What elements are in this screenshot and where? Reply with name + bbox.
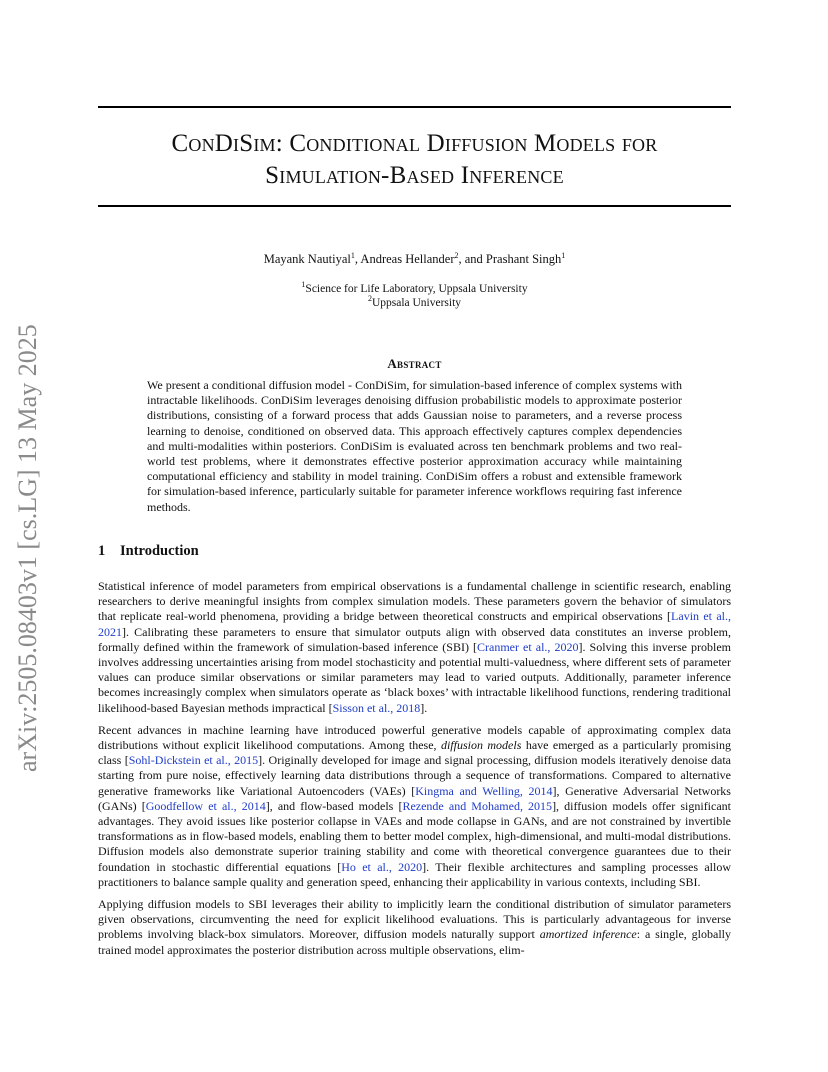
affiliation-2 <box>98 296 731 310</box>
citation-link[interactable]: Cranmer et al., 2020 <box>477 639 579 654</box>
affiliation-1 <box>98 282 731 296</box>
text-run: have emerged as a particularly promising class [ <box>98 738 731 768</box>
arxiv-stamp: arXiv:2505.08403v1 [cs.LG] 13 May 2025 <box>13 324 42 772</box>
author-3-affil: 1 <box>561 250 566 260</box>
emphasis: amortized inference <box>539 927 637 942</box>
citation-link[interactable]: Goodfellow et al., 2014 <box>145 798 266 813</box>
author-list <box>98 252 731 267</box>
text-run: Applying diffusion models to SBI leverages their ability to implicitly learn the conditional distribution of simulator parameters given observations, circumventing the need for explicit likelihood evaluations. This is particularly advantageous for inverse problems involving black-box simulators. Moreover, diffusion models naturally support <box>98 897 731 942</box>
abstract-heading: Abstract <box>387 356 442 371</box>
citation-link[interactable]: Kingma and Welling, 2014 <box>415 783 553 798</box>
text-run: ]. Calibrating these parameters to ensure that simulator outputs align with observed data constitutes an inverse problem, formally defined within the framework of simulation-based inference (SBI) [ <box>98 624 731 654</box>
affiliation-2-marker: 2 <box>367 294 372 304</box>
author-1-affil: 1 <box>350 250 355 260</box>
section-heading-introduction <box>98 543 199 560</box>
affiliation-2-text: Uppsala University <box>371 297 462 309</box>
paragraph-2 <box>98 723 731 890</box>
text-run: ]. Their flexible architectures and sampling processes allow practitioners to balance sample quality and generation speed, enhancing their applicability in various contexts, including SBI. <box>98 859 731 889</box>
citation-link[interactable]: Lavin et al., 2021 <box>98 609 731 639</box>
text-run: ], diffusion models offer significant advantages. They avoid issues like posterior collapse in VAEs and mode collapse in GANs, and are not constrained by invertible transformations as in flow-based models, enabling them to better model complex, high-dimensional, and multi-modal distributions. Diffusion models also demonstrate superior training stability and come with theoretical convergence guarantees due to their foundation in stochastic differential equations [ <box>98 798 732 874</box>
abstract-text: We present a conditional diffusion model - ConDiSim, for simulation-based inference of complex systems with intractable likelihoods. ConDiSim leverages denoising diffusion probabilistic models to approximate posterior distributions, consisting of a forward process that adds Gaussian noise to parameters, and a reverse process learning to denoise, conditioned on observed data. This approach effectively captures complex dependencies and multi-modalities within posteriors. ConDiSim is evaluated across ten benchmark problems and two real-world test problems, where it demonstrates effective posterior approximation accuracy while maintaining computational efficiency and stability in model training. ConDiSim offers a robust and extensible framework for simulation-based inference, particularly suitable for parameter inference workflows requiring fast inference methods. <box>147 378 682 514</box>
author-3: Prashant Singh <box>485 252 562 266</box>
text-run: ], Generative Adversarial Networks (GANs) [ <box>98 783 731 813</box>
emphasis: diffusion models <box>440 738 522 753</box>
citation-link[interactable]: Sisson et al., 2018 <box>332 700 421 715</box>
citation-link[interactable]: Sohl-Dickstein et al., 2015 <box>128 753 259 768</box>
text-run: : a single, globally trained model approximates the posterior distribution across multiple observations, elim- <box>98 927 731 957</box>
text-run: ]. Solving this inverse problem involves addressing uncertainties arising from model stochasticity and potential multi-valuedness, where different sets of parameter values can produce similar observations or similar parameters may lead to varied outputs. Additionally, parameter inference becomes increasingly complex when simulators operate as ‘black boxes’ with intractable likelihood functions, rendering traditional likelihood-based Bayesian methods impractical [ <box>98 639 732 715</box>
affiliation-1-text: Science for Life Laboratory, Uppsala University <box>305 283 528 295</box>
section-number: 1 <box>98 543 106 559</box>
affiliation-1-marker: 1 <box>301 280 306 290</box>
title-line-2: Simulation-Based Inference <box>265 162 564 189</box>
text-run: ]. Originally developed for image and signal processing, diffusion models iteratively denoise data starting from pure noise, effectively learning data distributions through a sequence of transformations. Compared to alternative generative frameworks like Variational Autoencoders (VAEs) [ <box>98 753 731 798</box>
paper-title <box>98 128 731 192</box>
text-run: ]. <box>420 700 428 715</box>
text-run: ], and flow-based models [ <box>265 798 403 813</box>
paragraph-3 <box>98 897 731 958</box>
author-2: Andreas Hellander <box>360 252 455 266</box>
author-2-affil: 2 <box>454 250 459 260</box>
affiliations <box>98 282 731 310</box>
paragraph-1 <box>98 579 731 716</box>
title-rule-top <box>98 106 731 108</box>
author-separator: , <box>354 252 361 266</box>
section-title: Introduction <box>120 543 199 559</box>
title-line-1: ConDiSim: Conditional Diffusion Models for <box>171 130 658 157</box>
citation-link[interactable]: Ho et al., 2020 <box>341 859 423 874</box>
author-1: Mayank Nautiyal <box>263 252 351 266</box>
text-run: Recent advances in machine learning have introduced powerful generative models capable of approximating complex data distributions without explicit likelihood computations. Among these, <box>98 722 731 753</box>
author-separator: , and <box>458 252 486 266</box>
title-rule-bottom <box>98 205 731 207</box>
text-run: Statistical inference of model parameters from empirical observations is a fundamental challenge in scientific research, enabling researchers to derive meaningful insights from complex simulation models. These parameters govern the behavior of simulators that replicate real-world phenomena, providing a bridge between theoretical constructs and empirical observations [ <box>98 579 731 624</box>
citation-link[interactable]: Rezende and Mohamed, 2015 <box>402 798 553 813</box>
body-text <box>98 579 731 965</box>
